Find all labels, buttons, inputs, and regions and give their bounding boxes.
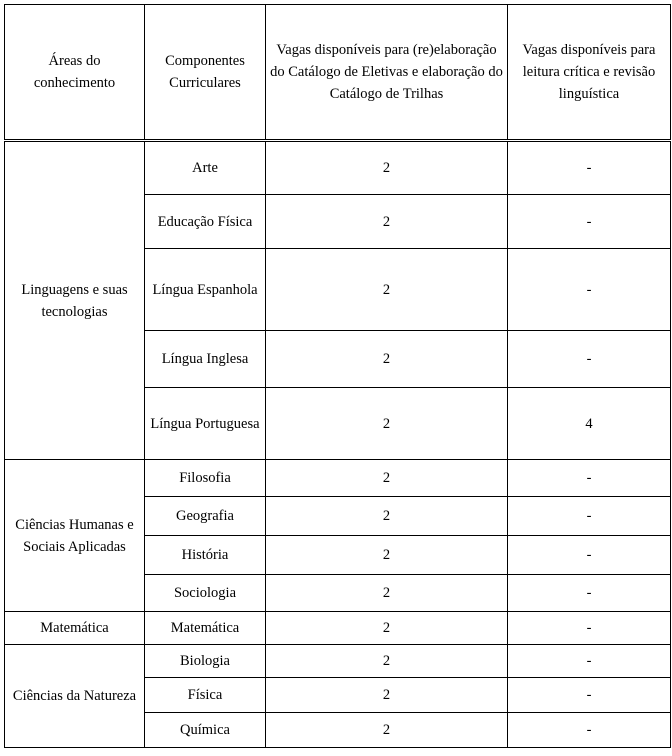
- vagas-catalogo-cell: 2: [266, 195, 508, 249]
- vagas-revisao-cell: -: [508, 678, 671, 713]
- component-cell: Arte: [145, 141, 266, 195]
- component-cell: Filosofia: [145, 460, 266, 497]
- vagas-revisao-cell: -: [508, 141, 671, 195]
- vagas-revisao-cell: -: [508, 612, 671, 645]
- header-componentes: Componentes Curriculares: [145, 5, 266, 141]
- vagas-catalogo-cell: 2: [266, 497, 508, 536]
- vagas-revisao-cell: -: [508, 249, 671, 331]
- table-row: [5, 612, 671, 645]
- component-cell: História: [145, 536, 266, 575]
- vagas-revisao-cell: -: [508, 195, 671, 249]
- component-cell: Geografia: [145, 497, 266, 536]
- component-cell: Língua Inglesa: [145, 331, 266, 388]
- component-cell: Educação Física: [145, 195, 266, 249]
- component-cell: Língua Portuguesa: [145, 388, 266, 460]
- table-header-row: [5, 5, 671, 141]
- vagas-catalogo-cell: 2: [266, 141, 508, 195]
- header-vagas-catalogo: Vagas disponíveis para (re)elaboração do Catálogo de Eletivas e elaboração do Catálogo de Trilhas: [266, 5, 508, 141]
- component-cell: Biologia: [145, 645, 266, 678]
- component-cell: Língua Espanhola: [145, 249, 266, 331]
- area-cell: Ciências da Natureza: [5, 645, 145, 748]
- component-cell: Matemática: [145, 612, 266, 645]
- table-row: [5, 645, 671, 678]
- vagas-revisao-cell: -: [508, 713, 671, 748]
- component-cell: Química: [145, 713, 266, 748]
- table-row: [5, 460, 671, 497]
- area-cell: Ciências Humanas e Sociais Aplicadas: [5, 460, 145, 612]
- vagas-catalogo-cell: 2: [266, 536, 508, 575]
- area-cell: Matemática: [5, 612, 145, 645]
- vagas-catalogo-cell: 2: [266, 678, 508, 713]
- vagas-catalogo-cell: 2: [266, 388, 508, 460]
- vagas-revisao-cell: -: [508, 460, 671, 497]
- vagas-revisao-cell: -: [508, 536, 671, 575]
- header-vagas-revisao: Vagas disponíveis para leitura crítica e revisão linguística: [508, 5, 671, 141]
- vacancies-table: [4, 4, 671, 748]
- component-cell: Sociologia: [145, 575, 266, 612]
- vagas-revisao-cell: -: [508, 497, 671, 536]
- vagas-catalogo-cell: 2: [266, 612, 508, 645]
- table-row: [5, 141, 671, 195]
- vagas-revisao-cell: -: [508, 575, 671, 612]
- vagas-catalogo-cell: 2: [266, 249, 508, 331]
- vagas-catalogo-cell: 2: [266, 331, 508, 388]
- vagas-catalogo-cell: 2: [266, 575, 508, 612]
- vagas-catalogo-cell: 2: [266, 460, 508, 497]
- vagas-revisao-cell: 4: [508, 388, 671, 460]
- vagas-revisao-cell: -: [508, 331, 671, 388]
- area-cell: Linguagens e suas tecnologias: [5, 141, 145, 460]
- vagas-catalogo-cell: 2: [266, 645, 508, 678]
- component-cell: Física: [145, 678, 266, 713]
- vagas-catalogo-cell: 2: [266, 713, 508, 748]
- vagas-revisao-cell: -: [508, 645, 671, 678]
- header-areas: Áreas do conhecimento: [5, 5, 145, 141]
